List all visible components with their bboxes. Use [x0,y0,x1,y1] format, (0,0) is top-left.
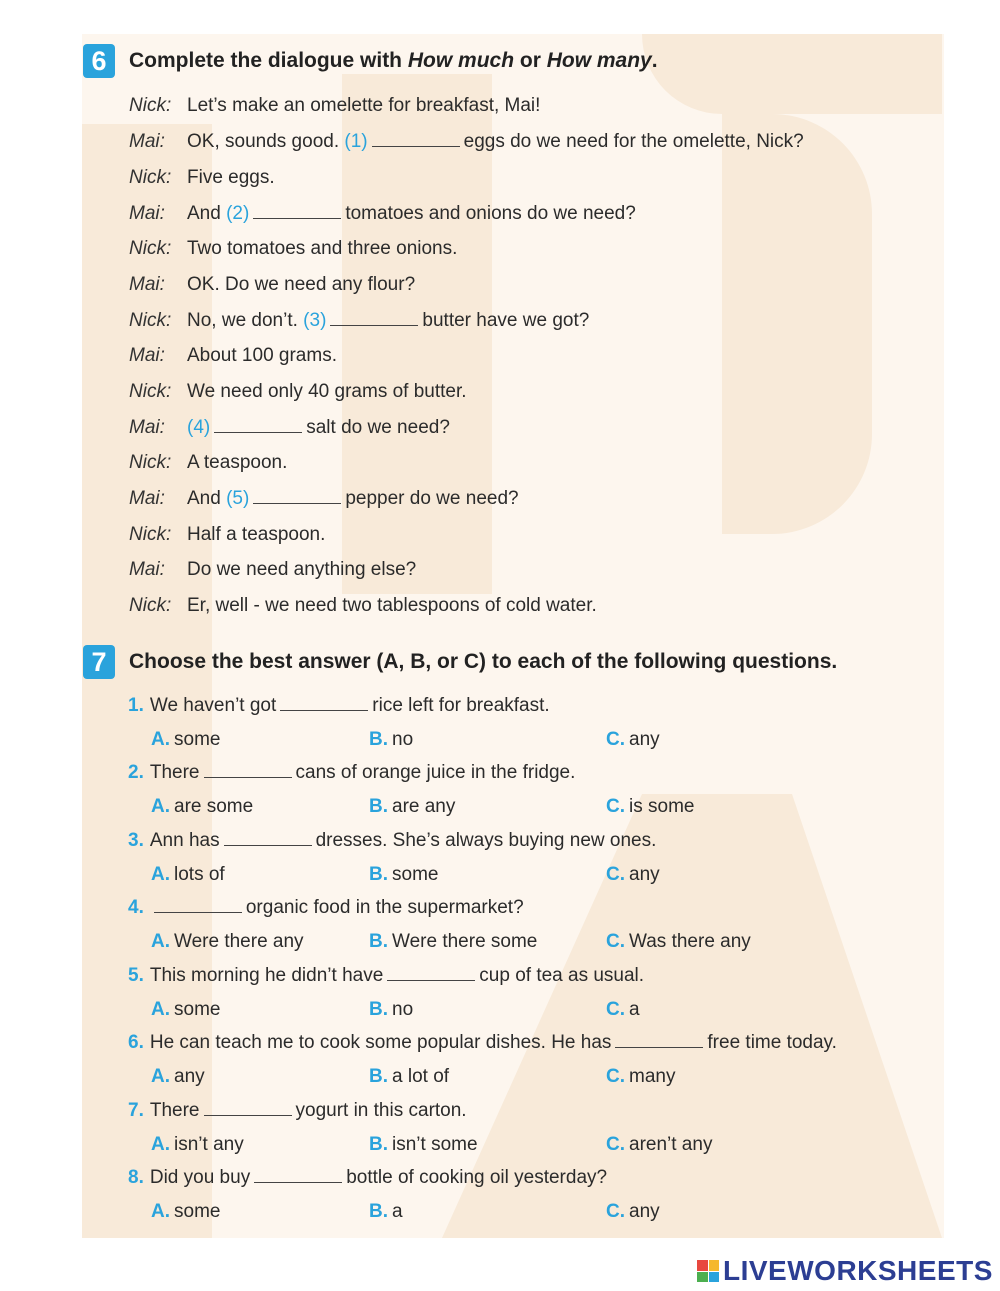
option-c[interactable] [606,728,660,752]
dialogue-line [129,451,287,475]
speaker-name: Nick: [129,595,172,616]
question-number: 6. [128,1032,144,1053]
dialogue-text: Two tomatoes and three onions. [187,238,458,259]
option-letter: B. [369,729,388,750]
option-text: no [392,999,414,1020]
option-c[interactable] [606,998,640,1022]
section-title: Complete the dialogue with How much or How many. [129,49,658,72]
dialogue-text: butter have we got? [422,310,590,331]
question-text: He can teach me to cook some popular dishes. He has [149,1032,612,1053]
option-text: any [629,1201,660,1222]
dialogue-line [129,416,450,440]
logo-text: LIVEWORKSHEETS [723,1255,993,1286]
speaker-name: Nick: [129,238,172,259]
dialogue-text: Do we need anything else? [187,559,417,580]
dialogue-text: A teaspoon. [187,452,288,473]
dialogue-text: We need only 40 grams of butter. [187,381,467,402]
question [128,1166,607,1190]
option-text: is some [629,796,695,817]
dialogue-line [129,523,325,547]
option-a[interactable] [151,1065,205,1089]
blank-number: (2) [226,203,250,224]
speaker-name: Mai: [129,274,165,295]
option-letter: A. [151,1134,170,1155]
option-text: any [629,729,660,750]
option-text: any [174,1066,205,1087]
option-text: Were there any [174,931,304,952]
question-text: cans of orange juice in the fridge. [295,762,576,783]
question-text: We haven’t got [149,695,277,716]
answer-blank[interactable] [204,763,292,778]
answer-blank[interactable] [615,1033,703,1048]
option-b[interactable] [369,1200,403,1224]
option-text: any [629,864,660,885]
question-text: Ann has [149,830,220,851]
dialogue-text: tomatoes and onions do we need? [345,203,636,224]
answer-blank[interactable] [330,311,418,326]
option-c[interactable] [606,1133,712,1157]
question [128,1099,467,1123]
dialogue-text: About 100 grams. [187,345,337,366]
speaker-name: Mai: [129,559,165,580]
option-letter: A. [151,796,170,817]
option-letter: A. [151,931,170,952]
dialogue-text: No, we don’t. [187,310,304,331]
speaker-name: Mai: [129,488,165,509]
question-text: There [149,1100,200,1121]
speaker-name: Mai: [129,417,165,438]
question-text: free time today. [707,1032,837,1053]
option-text: lots of [174,864,225,885]
option-letter: A. [151,999,170,1020]
option-letter: A. [151,864,170,885]
option-text: some [392,864,439,885]
speaker-name: Nick: [129,95,172,116]
option-letter: C. [606,931,625,952]
speaker-name: Nick: [129,167,172,188]
option-b[interactable] [369,1065,449,1089]
option-text: some [174,729,221,750]
option-letter: A. [151,1201,170,1222]
option-letter: B. [369,796,388,817]
question-number: 3. [128,830,144,851]
option-letter: C. [606,864,625,885]
option-a[interactable] [151,795,253,819]
option-letter: C. [606,1134,625,1155]
question-text: rice left for breakfast. [372,695,550,716]
answer-blank[interactable] [253,204,341,219]
option-letter: B. [369,1201,388,1222]
answer-blank[interactable] [372,132,460,147]
question-number: 8. [128,1167,144,1188]
dialogue-line [129,237,457,261]
question [128,964,644,988]
option-text: isn’t any [174,1134,244,1155]
option-a[interactable] [151,930,304,954]
speaker-name: Nick: [129,524,172,545]
logo-icon [697,1260,719,1282]
question-text: There [149,762,200,783]
speaker-name: Mai: [129,131,165,152]
question-number: 1. [128,695,144,716]
speaker-name: Mai: [129,345,165,366]
blank-number: (5) [226,488,250,509]
option-b[interactable] [369,728,413,752]
option-a[interactable] [151,728,220,752]
option-b[interactable] [369,795,455,819]
speaker-name: Nick: [129,381,172,402]
section-number-badge: 7 [83,645,115,679]
option-text: a [629,999,640,1020]
question-number: 4. [128,897,144,918]
liveworksheets-logo [697,1255,993,1287]
option-letter: C. [606,1201,625,1222]
dialogue-line [129,594,597,618]
dialogue-line [129,487,519,511]
option-a[interactable] [151,1133,244,1157]
option-b[interactable] [369,930,537,954]
option-c[interactable] [606,930,751,954]
dialogue-text: Er, well - we need two tablespoons of cold water. [187,595,597,616]
question-number: 7. [128,1100,144,1121]
option-text: some [174,999,221,1020]
option-text: some [174,1201,221,1222]
option-a[interactable] [151,998,220,1022]
question-number: 5. [128,965,144,986]
dialogue-text: Half a teaspoon. [187,524,326,545]
option-text: are any [392,796,456,817]
dialogue-line [129,380,467,404]
question-text: This morning he didn’t have [149,965,384,986]
option-c[interactable] [606,1065,675,1089]
dialogue-text: OK. Do we need any flour? [187,274,416,295]
answer-blank[interactable] [253,489,341,504]
dialogue-text: And [187,203,227,224]
question [128,896,524,920]
section-7-header [83,645,837,679]
option-letter: B. [369,864,388,885]
option-c[interactable] [606,863,660,887]
answer-blank[interactable] [280,696,368,711]
question [128,1031,837,1055]
dialogue-line [129,344,337,368]
dialogue-text: pepper do we need? [345,488,519,509]
option-b[interactable] [369,1133,478,1157]
answer-blank[interactable] [214,418,302,433]
dialogue-text: OK, sounds good. [187,131,345,152]
option-letter: C. [606,796,625,817]
section-title: Choose the best answer (A, B, or C) to each of the following questions. [129,650,838,673]
answer-blank[interactable] [204,1101,292,1116]
answer-blank[interactable] [224,831,312,846]
option-letter: C. [606,1066,625,1087]
blank-number: (1) [344,131,368,152]
option-letter: B. [369,1066,388,1087]
option-b[interactable] [369,863,438,887]
speaker-name: Nick: [129,452,172,473]
answer-blank[interactable] [254,1168,342,1183]
option-letter: C. [606,999,625,1020]
dialogue-line [129,166,275,190]
dialogue-line [129,94,540,118]
speaker-name: Mai: [129,203,165,224]
option-text: no [392,729,414,750]
option-c[interactable] [606,1200,660,1224]
option-a[interactable] [151,863,225,887]
section-6-header [83,44,658,78]
answer-blank[interactable] [154,898,242,913]
question [128,829,656,853]
option-b[interactable] [369,998,413,1022]
option-letter: A. [151,1066,170,1087]
dialogue-line [129,130,804,154]
dialogue-text: Let’s make an omelette for breakfast, Mai! [187,95,541,116]
option-letter: A. [151,729,170,750]
option-a[interactable] [151,1200,220,1224]
speaker-name: Nick: [129,310,172,331]
option-text: many [629,1066,676,1087]
dialogue-line [129,202,636,226]
option-c[interactable] [606,795,694,819]
question-text: yogurt in this carton. [295,1100,467,1121]
option-letter: B. [369,1134,388,1155]
answer-blank[interactable] [387,966,475,981]
dialogue-text: And [187,488,227,509]
option-letter: C. [606,729,625,750]
question-text: bottle of cooking oil yesterday? [346,1167,608,1188]
dialogue-text: salt do we need? [306,417,450,438]
dialogue-line [129,558,416,582]
option-text: a [392,1201,403,1222]
dialogue-line [129,273,415,297]
section-number-badge: 6 [83,44,115,78]
option-text: are some [174,796,254,817]
question-number: 2. [128,762,144,783]
option-letter: B. [369,999,388,1020]
question [128,694,550,718]
question-text: Did you buy [149,1167,251,1188]
option-text: isn’t some [392,1134,478,1155]
question-text: organic food in the supermarket? [245,897,524,918]
dialogue-text: Five eggs. [187,167,275,188]
dialogue-line [129,309,589,333]
option-text: aren’t any [629,1134,713,1155]
blank-number: (4) [187,417,211,438]
option-text: a lot of [392,1066,450,1087]
dialogue-text: eggs do we need for the omelette, Nick? [463,131,804,152]
option-text: Was there any [629,931,751,952]
question-text: dresses. She’s always buying new ones. [315,830,657,851]
question-text: cup of tea as usual. [479,965,645,986]
option-letter: B. [369,931,388,952]
question [128,761,575,785]
option-text: Were there some [392,931,538,952]
blank-number: (3) [303,310,327,331]
